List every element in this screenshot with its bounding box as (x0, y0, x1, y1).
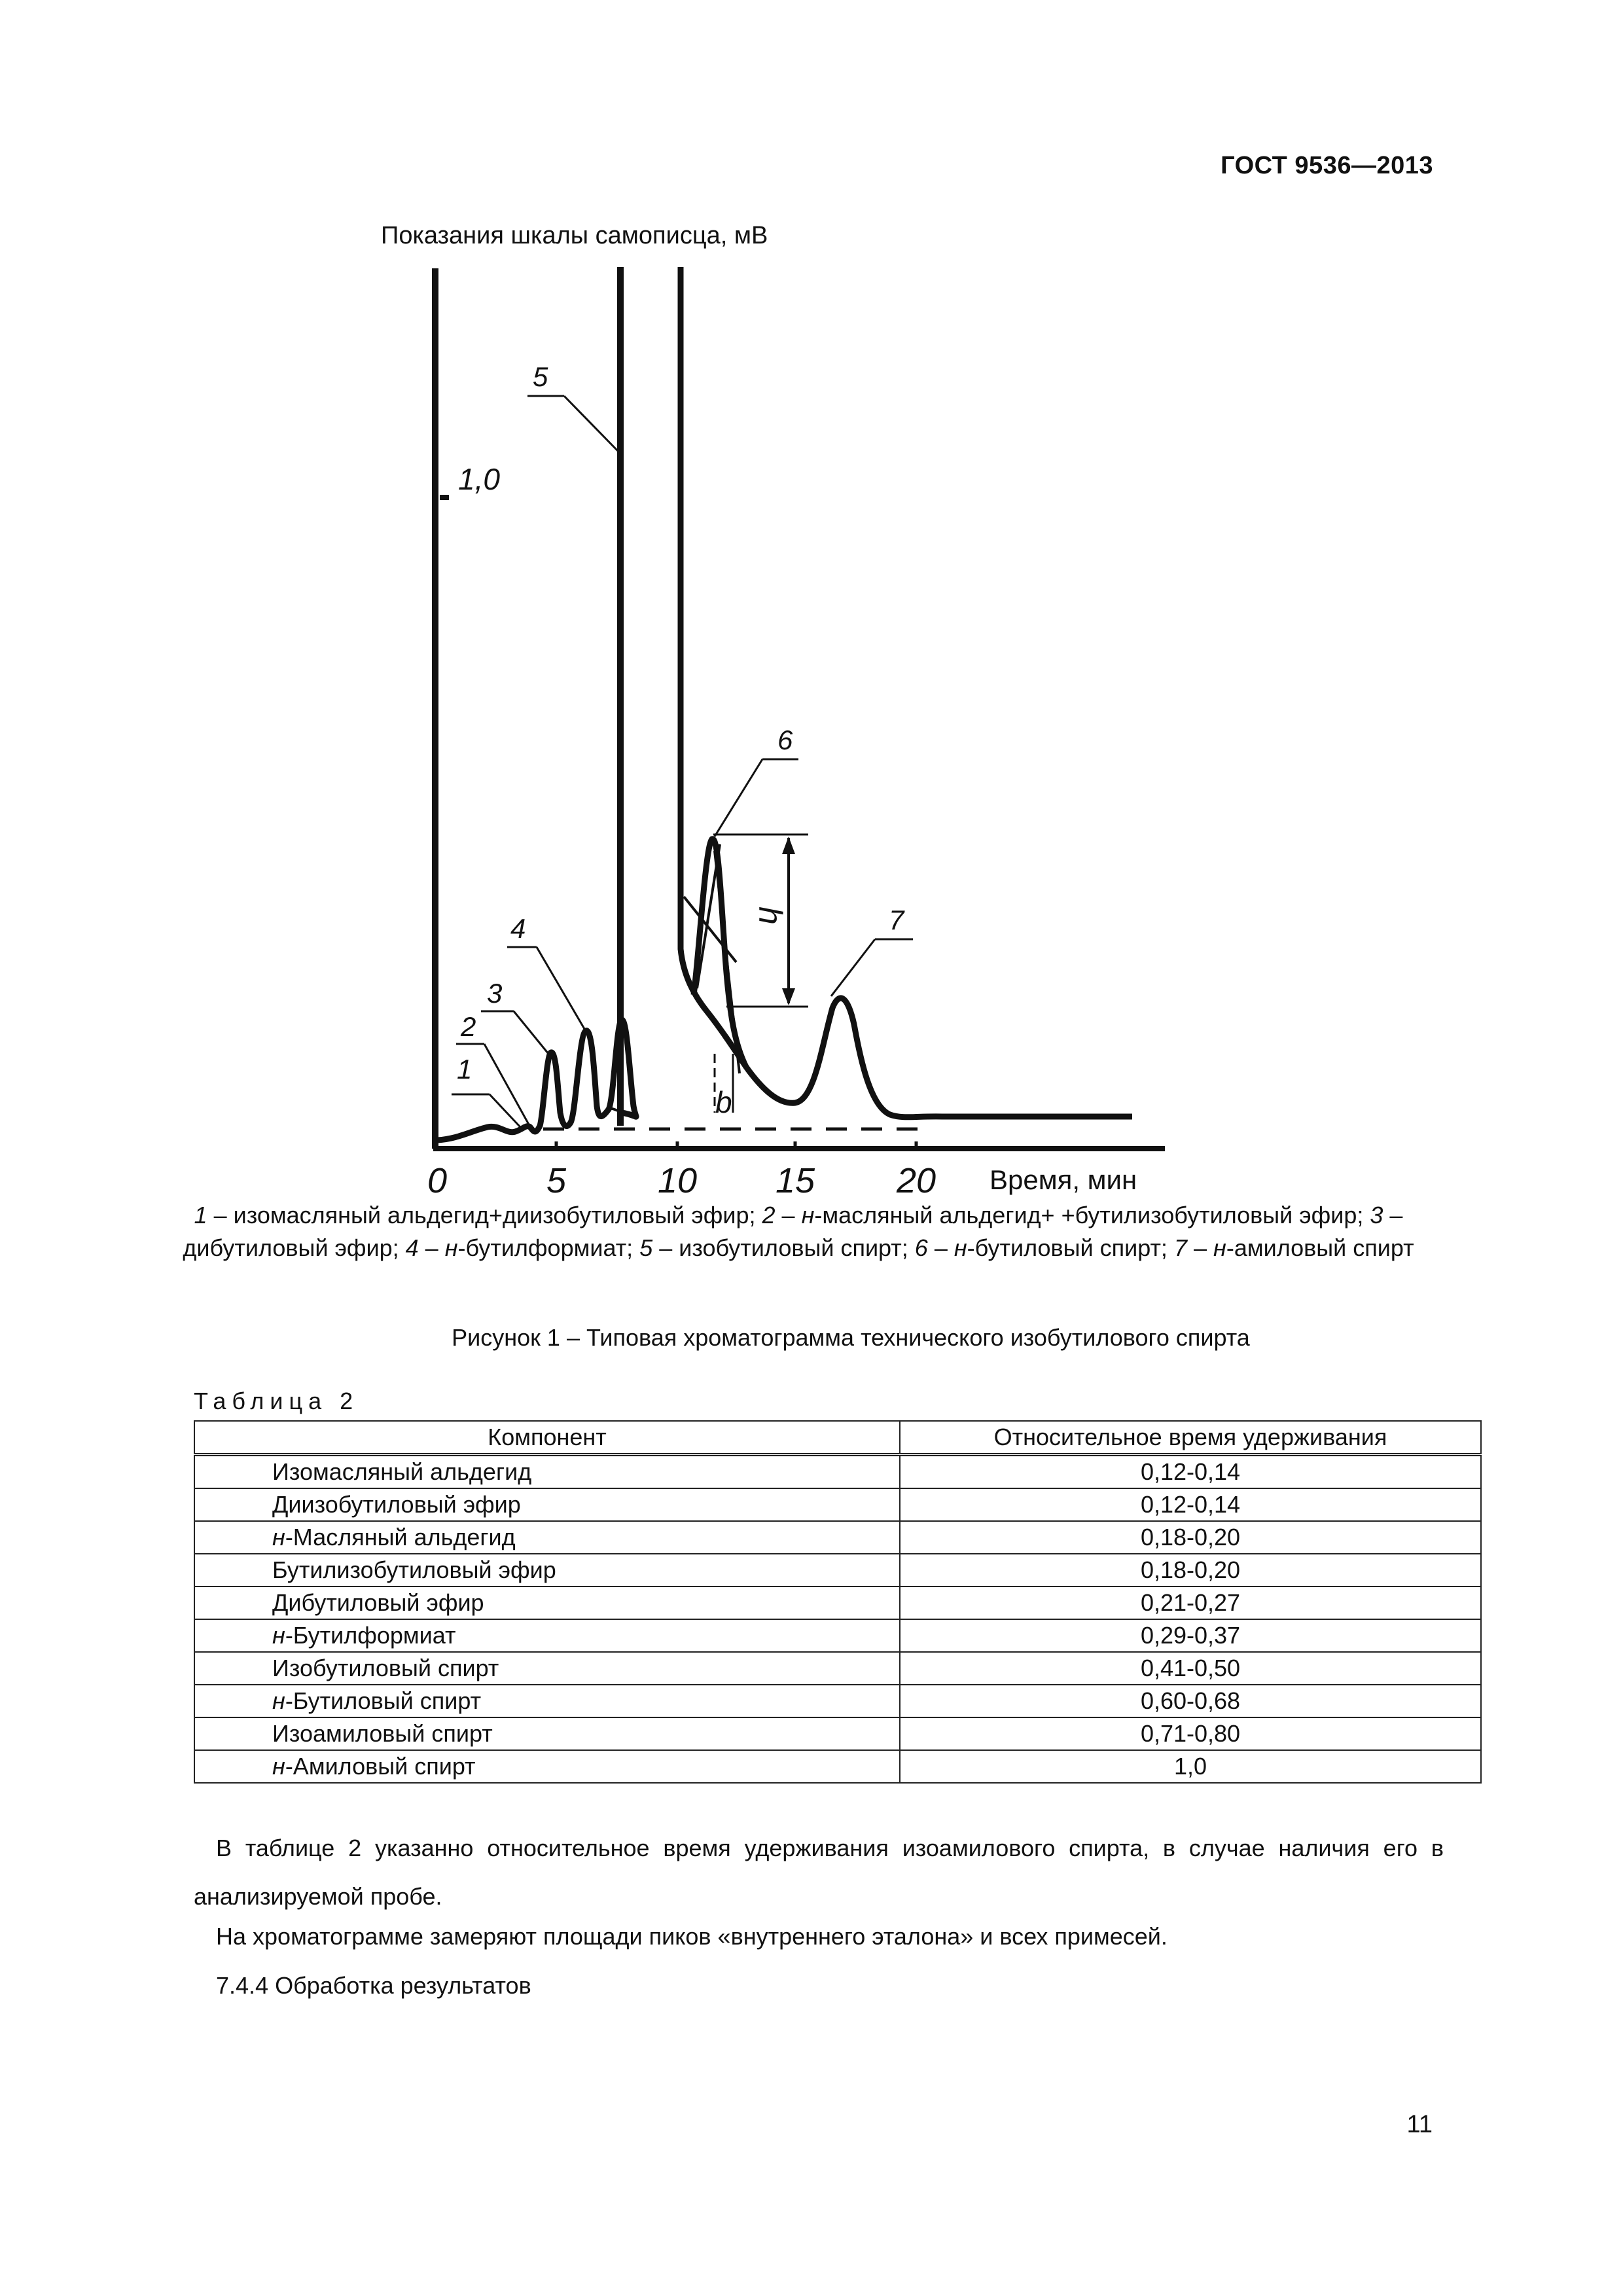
retention-value: 0,18-0,20 (900, 1554, 1481, 1587)
peak-label-7: 7 (889, 905, 904, 935)
table-row (194, 1652, 1481, 1685)
component-prefix: н (272, 1524, 285, 1551)
table-row (194, 1685, 1481, 1717)
table-row (194, 1488, 1481, 1521)
y-tick-label: 1,0 (458, 462, 500, 496)
component-cell (194, 1619, 900, 1652)
component-cell (194, 1717, 900, 1750)
table-row (194, 1750, 1481, 1783)
peak-label-2: 2 (461, 1011, 476, 1042)
table-title: Таблица 2 (194, 1388, 359, 1414)
legend-number: 7 (1173, 1234, 1187, 1261)
height-label: h (752, 906, 789, 925)
x-tick-label: 20 (896, 1161, 936, 1200)
leader-line (715, 759, 762, 836)
legend-text: -бутиловый спирт; (967, 1234, 1174, 1261)
legend-text: -масляный альдегид+ +бутилизобутиловый эфир; (814, 1202, 1370, 1229)
legend-number: 3 (1370, 1202, 1383, 1229)
chromatogram-trace-late (681, 267, 1132, 1117)
x-tick-label: 15 (775, 1161, 815, 1200)
component-name: -Бутилформиат (285, 1622, 456, 1649)
legend-text: – (418, 1234, 445, 1261)
legend-number: 6 (914, 1234, 928, 1261)
retention-time-table (194, 1420, 1482, 1784)
retention-value: 0,21-0,27 (900, 1587, 1481, 1619)
height-arrowhead (782, 988, 795, 1005)
component-name: -Амиловый спирт (285, 1753, 476, 1780)
leader-line (831, 939, 875, 996)
legend-number: 2 (762, 1202, 776, 1229)
component-name: Изомасляный альдегид (272, 1458, 532, 1485)
table-row (194, 1521, 1481, 1554)
component-cell (194, 1554, 900, 1587)
body-paragraph: На хроматограмме замеряют площади пиков «внутреннего эталона» и всех примесей. (216, 1923, 1168, 1950)
table-header-row (194, 1421, 1481, 1455)
component-name: -Бутиловый спирт (285, 1687, 482, 1714)
component-cell (194, 1587, 900, 1619)
height-arrowhead (782, 836, 795, 854)
table-row (194, 1554, 1481, 1587)
leader-line (537, 947, 584, 1029)
legend-number: 5 (639, 1234, 653, 1261)
figure-legend (124, 1199, 1472, 1265)
component-prefix: н (272, 1753, 285, 1780)
retention-value: 0,41-0,50 (900, 1652, 1481, 1685)
component-prefix: н (272, 1622, 285, 1649)
legend-text: – изомасляный альдегид+диизобутиловый эфир; (207, 1202, 762, 1229)
page-number: 11 (1406, 2111, 1433, 2138)
retention-value: 0,12-0,14 (900, 1455, 1481, 1489)
retention-value: 0,60-0,68 (900, 1685, 1481, 1717)
component-cell (194, 1652, 900, 1685)
component-cell (194, 1521, 900, 1554)
legend-italic-prefix: н (444, 1234, 458, 1261)
component-name: -Масляный альдегид (285, 1524, 516, 1551)
table-row (194, 1717, 1481, 1750)
table-row (194, 1455, 1481, 1489)
x-tick-label: 5 (546, 1161, 567, 1200)
component-name: Диизобутиловый эфир (272, 1491, 521, 1518)
component-name: Бутилизобутиловый эфир (272, 1556, 556, 1583)
component-prefix: н (272, 1687, 285, 1714)
component-name: Изобутиловый спирт (272, 1655, 499, 1681)
legend-text: – изобутиловый спирт; (652, 1234, 915, 1261)
peak-label-3: 3 (487, 978, 503, 1009)
x-tick-label: 10 (657, 1161, 698, 1200)
table-row (194, 1619, 1481, 1652)
component-cell (194, 1455, 900, 1489)
peak-label-6: 6 (777, 725, 793, 755)
legend-text: – (927, 1234, 954, 1261)
legend-number: 1 (194, 1202, 207, 1229)
leader-line (514, 1011, 548, 1054)
legend-text: – (1186, 1234, 1214, 1261)
column-header-component: Компонент (194, 1421, 900, 1455)
section-heading: 7.4.4 Обработка результатов (216, 1972, 531, 1999)
x-tick-label: 0 (427, 1161, 448, 1200)
retention-value: 1,0 (900, 1750, 1481, 1783)
document-header: ГОСТ 9536—2013 (1221, 152, 1433, 179)
legend-italic-prefix: н (954, 1234, 967, 1261)
legend-number: 4 (405, 1234, 419, 1261)
legend-italic-prefix: н (1213, 1234, 1226, 1261)
width-label: b (715, 1085, 732, 1119)
legend-italic-prefix: н (801, 1202, 815, 1229)
body-paragraph: В таблице 2 указанно относительное время удерживания изоамилового спирта, в случае наличия его в анализируемой пробе. (194, 1835, 1444, 1910)
retention-value: 0,18-0,20 (900, 1521, 1481, 1554)
leader-line (564, 396, 618, 452)
column-header-retention: Относительное время удерживания (900, 1421, 1481, 1455)
table-row (194, 1587, 1481, 1619)
retention-value: 0,71-0,80 (900, 1717, 1481, 1750)
component-cell (194, 1488, 900, 1521)
legend-text: -бутилформиат; (457, 1234, 640, 1261)
figure-caption: Рисунок 1 – Типовая хроматограмма технического изобутилового спирта (452, 1324, 1250, 1351)
legend-text: -амиловый спирт (1226, 1234, 1414, 1261)
component-cell (194, 1750, 900, 1783)
y-axis-label: Показания шкалы самописца, мВ (381, 222, 768, 249)
component-cell (194, 1685, 900, 1717)
retention-value: 0,29-0,37 (900, 1619, 1481, 1652)
retention-value: 0,12-0,14 (900, 1488, 1481, 1521)
peak-label-4: 4 (510, 913, 526, 944)
peak-label-1: 1 (457, 1054, 473, 1085)
component-name: Дибутиловый эфир (272, 1589, 484, 1616)
legend-text: – дибутиловый эфир; (183, 1202, 1403, 1261)
legend-text: – (775, 1202, 802, 1229)
x-axis-label: Время, мин (990, 1164, 1137, 1195)
peak-label-5: 5 (533, 361, 548, 392)
component-name: Изоамиловый спирт (272, 1720, 493, 1747)
